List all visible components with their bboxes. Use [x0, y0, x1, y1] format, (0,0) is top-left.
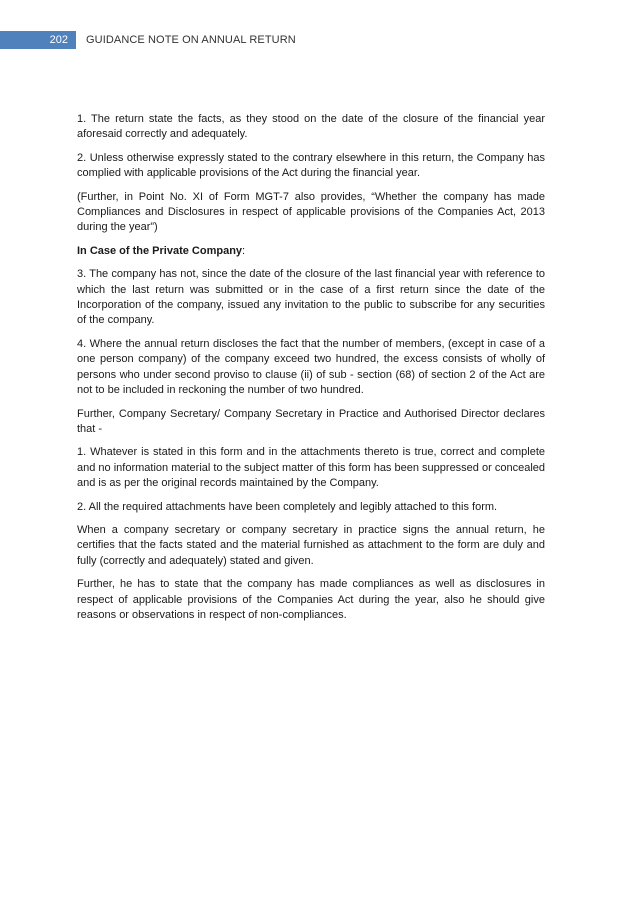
paragraph-no-public-invitation: 3. The company has not, since the date of the closure of the last financial year with reference to which the last return was submitted or in the case of a first return since the date of the Incorporation of the company, issued any invitation to the public to subscribe for any securities of the company. [77, 268, 545, 327]
page-number: 202 [0, 31, 76, 49]
paragraph-declaration-true: 1. Whatever is stated in this form and in the attachments thereto is true, correct and complete and no information material to the subject matter of this form has been suppressed or concealed and is as per the original records maintained by the Company. [77, 446, 545, 490]
paragraph-mgt7-note: (Further, in Point No. XI of Form MGT-7 also provides, “Whether the company has made Compliances and Disclosures in respect of applicable provisions of the Companies Act, 2013 during the year”) [77, 190, 545, 234]
paragraph-members-limit: 4. Where the annual return discloses the fact that the number of members, (except in case of a one person company) of the company exceed two hundred, the excess consists of wholly of persons who under second proviso to clause (ii) of sub - section (68) of section 2 of the Act are not to be included in reckoning the number of two hundred. [77, 337, 545, 397]
paragraph-return-facts: 1. The return state the facts, as they stood on the date of the closure of the financial year aforesaid correctly and adequately. [77, 113, 545, 141]
heading-colon: : [242, 244, 246, 257]
document-body [77, 112, 545, 623]
section-heading [77, 244, 545, 259]
paragraph-cs-certification: When a company secretary or company secretary in practice signs the annual return, he certifies that the facts stated and the material furnished as attachment to the form are duly and fully (correctly and adequately) stated and given. [77, 523, 545, 567]
paragraph-declaration-attachments: 2. All the required attachments have been completely and legibly attached to this form. [77, 500, 498, 513]
paragraph-cs-compliance: Further, he has to state that the company has made compliances as well as disclosures in respect of applicable provisions of the Companies Act during the year, also he should give reasons or observations in respect of non-compliances. [77, 578, 545, 621]
page-header [0, 31, 638, 49]
paragraph-declaration-intro: Further, Company Secretary/ Company Secretary in Practice and Authorised Director declares that - [77, 407, 545, 435]
heading-text: In Case of the Private Company [77, 244, 243, 257]
paragraph-compliance-statement: 2. Unless otherwise expressly stated to the contrary elsewhere in this return, the Company has complied with applicable provisions of the Act during the financial year. [77, 151, 545, 180]
running-title: GUIDANCE NOTE ON ANNUAL RETURN [86, 34, 296, 46]
